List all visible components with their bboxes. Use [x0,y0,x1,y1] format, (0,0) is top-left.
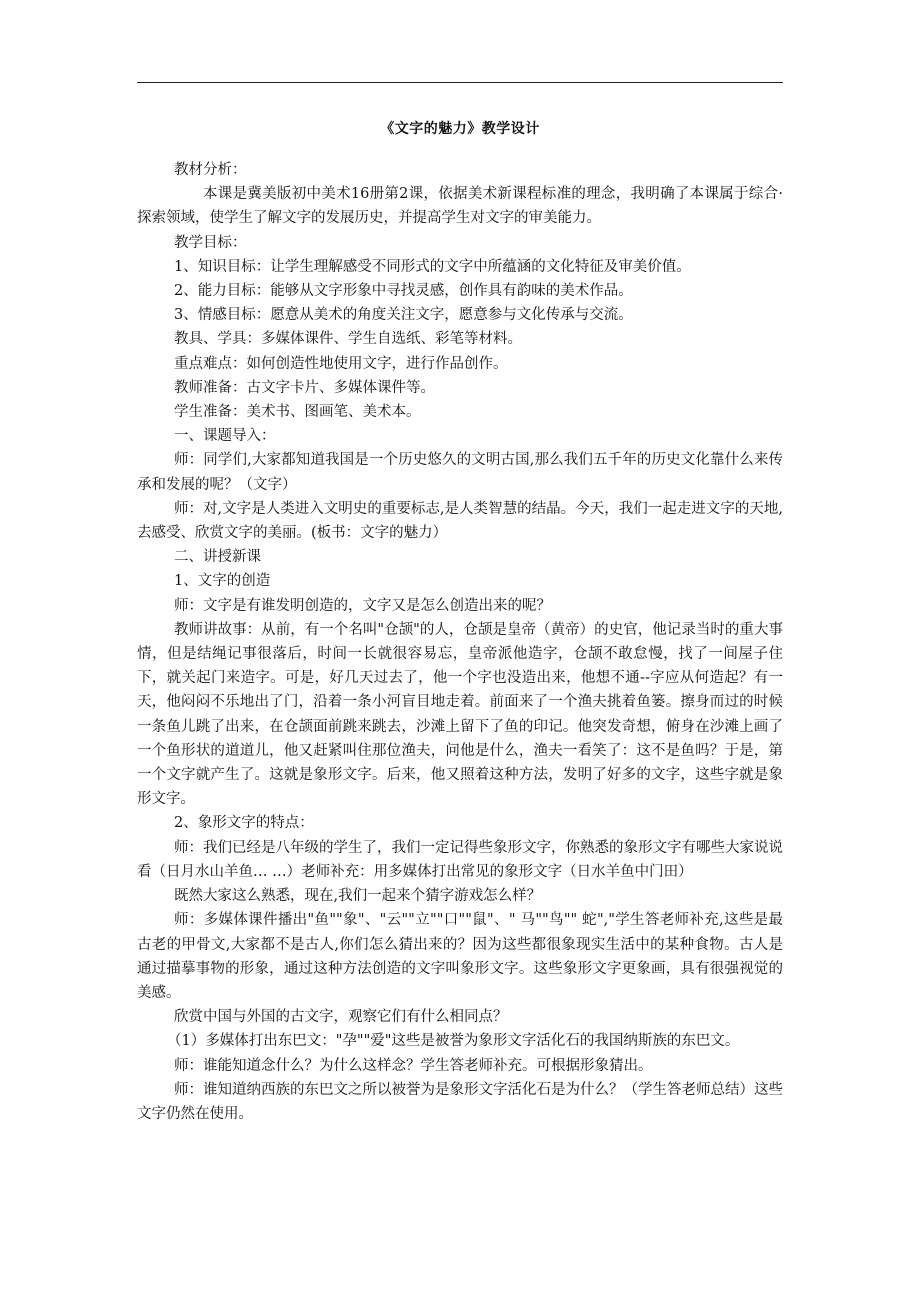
paragraph: 教具、学具：多媒体课件、学生自选纸、彩笔等材料。 [174,331,522,348]
paragraph: 师：对,文字是人类进入文明史的重要标志,是人类智慧的结晶。今天，我们一起走进文字的天地,去感受、欣赏文字的美丽。(板书：文字的魅力） [137,500,783,542]
paragraph: 教师准备：古文字卡片、多媒体课件等。 [174,379,435,396]
document-body [137,158,783,1126]
paragraph: 1、知识目标：让学生理解感受不同形式的文字中所蕴涵的文化特征及审美价值。 [174,258,691,275]
paragraph: 重点难点：如何创造性地使用文字，进行作品创作。 [174,355,508,372]
paragraph: 本课是冀美版初中美术16册第2课，依据美术新课程标准的理念，我明确了本课属于综合·探索领域，使学生了解文字的发展历史，并提高学生对文字的审美能力。 [137,186,783,227]
paragraph: 欣赏中国与外国的古文字，观察它们有什么相同点？ [174,1009,508,1026]
paragraph: 2、能力目标：能够从文字形象中寻找灵感，创作具有韵味的美术作品。 [174,283,633,300]
paragraph: 师：多媒体课件播出"鱼""象"、"云""立""口""鼠"、" 马""鸟"" 蛇","学生答老师补充,这些是最古老的甲骨文,大家都不是古人,你们怎么猜出来的？因为这些都很象现实生活中的某种食物。古人是通过描摹事物的形象，通过这种方法创造的文字叫象形文字。这些象形文字更象画，具有很强视觉的美感。 [137,912,783,1001]
paragraph: 教材分析： [174,162,247,178]
paragraph: 1、文字的创造 [174,573,271,590]
paragraph: 教师讲故事：从前，有一个名叫"仓颉"的人，仓颉是皇帝（黄帝）的史官，他记录当时的重大事情，但是结绳记事很落后，时间一长就很容易忘，皇帝派他造字，仓颉不敢怠慢，找了一间屋子住下，就关起门来造字。可是，好几天过去了，他一个字也没造出来，他想不通--字应从何造起？有一天，他闷闷不乐地出了门，沿着一条小河盲目地走着。前面来了一个渔夫挑着鱼篓。擦身而过的时候一条鱼儿跳了出来，在仓颉面前跳来跳去，沙滩上留下了鱼的印记。他突发奇想，俯身在沙滩上画了一个鱼形状的道道儿，他又赶紧叫住那位渔夫，问他是什么，渔夫一看笑了：这不是鱼吗？于是，第一个文字就产生了。这就是象形文字。后来，他又照着这种方法，发明了好多的文字，这些字就是象形文字。 [137,621,783,808]
header-rule [137,82,783,83]
paragraph: 2、象形文字的特点： [174,815,314,832]
paragraph: 师：我们已经是八年级的学生了，我们一定记得些象形文字，你熟悉的象形文字有哪些大家说说看（日月水山羊鱼… …）老师补充：用多媒体打出常见的象形文字（日水羊鱼中门田） [137,839,783,880]
paragraph: （1）多媒体打出东巴文："孕""爱"这些是被誉为象形文字活化石的我国纳斯族的东巴文。 [167,1033,740,1050]
paragraph: 师：谁知道纳西族的东巴文之所以被誉为是象形文字活化石是为什么？（学生答老师总结）这些文字仍然在使用。 [137,1081,783,1122]
paragraph: 既然大家这么熟悉，现在,我们一起来个猜字游戏怎么样？ [174,888,542,905]
paragraph: 3、情感目标：愿意从美术的角度关注文字，愿意参与文化传承与交流。 [174,307,633,324]
paragraph: 师：谁能知道念什么？为什么这样念？学生答老师补充。可根据形象猜出。 [174,1057,653,1074]
document-title: 《文字的魅力》教学设计 [380,121,540,137]
paragraph: 一、课题导入： [174,428,276,445]
paragraph: 学生准备：美术书、图画笔、美术本。 [174,404,421,421]
paragraph: 二、讲授新课 [174,549,261,566]
paragraph: 师：同学们,大家都知道我国是一个历史悠久的文明古国,那么我们五千年的历史文化靠什么来传承和发展的呢？（文字） [137,452,783,493]
paragraph: 师：文字是有谁发明创造的，文字又是怎么创造出来的呢？ [174,597,551,614]
paragraph: 教学目标： [174,234,247,251]
